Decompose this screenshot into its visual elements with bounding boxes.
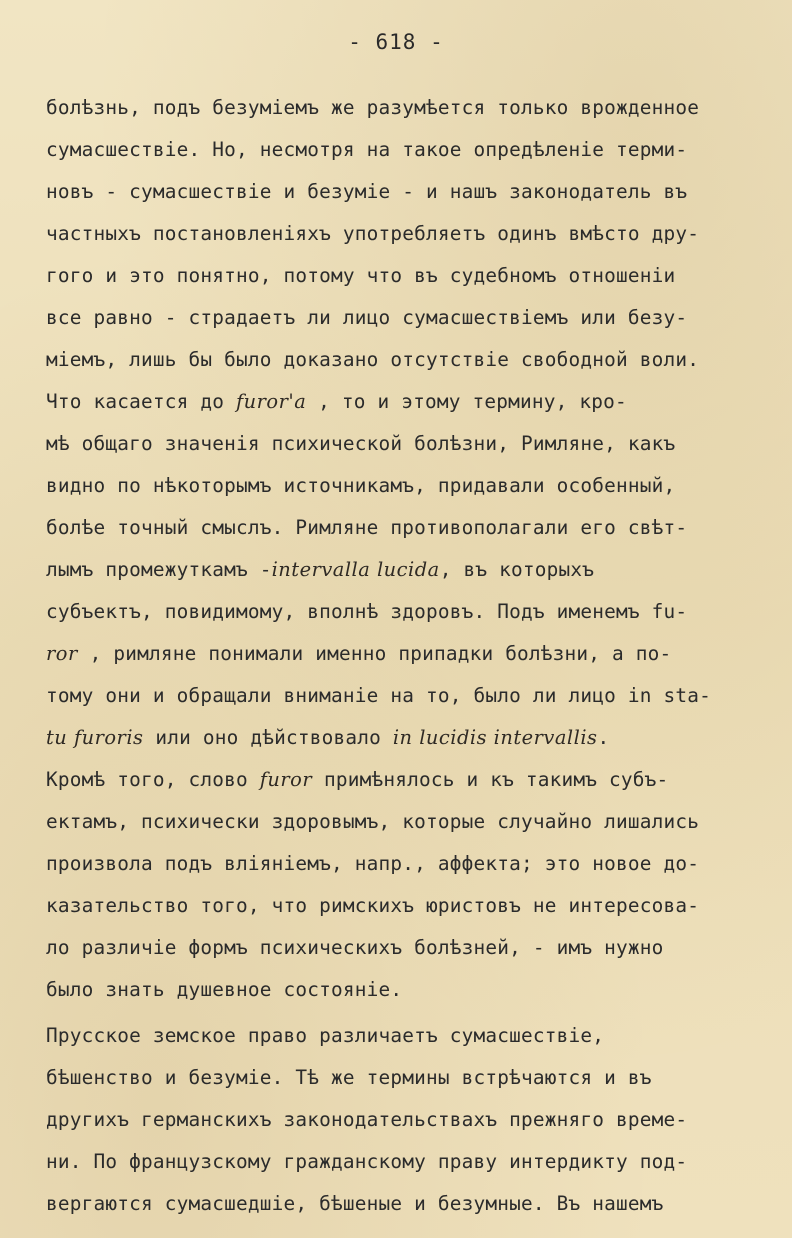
text-line: новъ - сумасшествіе и безуміе - и нашъ законодатель въ bbox=[46, 180, 688, 203]
text-line: видно по нѣкоторымъ источникамъ, придавали особенный, bbox=[46, 474, 676, 497]
text-line: Кромѣ того, слово furor примѣнялось и къ такимъ субъ- bbox=[46, 768, 669, 791]
text-line: произвола подъ вліяніемъ, напр., аффекта; это новое до- bbox=[46, 852, 700, 875]
text-line: казательство того, что римскихъ юристовъ не интересова- bbox=[46, 894, 700, 917]
handwritten-insert: furor'a bbox=[236, 390, 307, 413]
handwritten-insert: ror bbox=[46, 642, 78, 665]
text-line: было знать душевное состояніе. bbox=[46, 978, 403, 1001]
text-line: міемъ, лишь бы было доказано отсутствіе свободной воли. bbox=[46, 348, 700, 371]
handwritten-insert: furor bbox=[259, 768, 313, 791]
text-line: ни. По французскому гражданскому праву интердикту под- bbox=[46, 1150, 688, 1173]
text-line: гого и это понятно, потому что въ судебномъ отношеніи bbox=[46, 264, 676, 287]
text-line: бѣшенство и безуміе. Тѣ же термины встрѣчаются и въ bbox=[46, 1066, 652, 1089]
text-line: ектамъ, психически здоровымъ, которые случайно лишались bbox=[46, 810, 700, 833]
text-line: субъектъ, повидимому, вполнѣ здоровъ. Подъ именемъ fu- bbox=[46, 600, 688, 623]
handwritten-insert: in lucidis intervallis bbox=[392, 726, 598, 749]
text-line: все равно - страдаетъ ли лицо сумасшествіемъ или безу- bbox=[46, 306, 688, 329]
handwritten-insert: intervalla lucida bbox=[271, 558, 440, 581]
text-line: ror , римляне понимали именно припадки болѣзни, а по- bbox=[46, 642, 672, 665]
page-number: - 618 - bbox=[348, 30, 444, 54]
text-line: сумасшествіе. Но, несмотря на такое опредѣленіе терми- bbox=[46, 138, 688, 161]
text-line: лымъ промежуткамъ -intervalla lucida, въ которыхъ bbox=[46, 558, 595, 581]
text-line: частныхъ постановленіяхъ употребляетъ одинъ вмѣсто дру- bbox=[46, 222, 700, 245]
text-line: ло различіе формъ психическихъ болѣзней, - имъ нужно bbox=[46, 936, 664, 959]
text-line: мѣ общаго значенія психической болѣзни, Римляне, какъ bbox=[46, 432, 676, 455]
text-line: tu furoris или оно дѣйствовало in lucidis intervallis. bbox=[46, 726, 610, 749]
text-line: другихъ германскихъ законодательствахъ прежняго време- bbox=[46, 1108, 688, 1131]
handwritten-insert: tu furoris bbox=[46, 726, 144, 749]
text-line: болѣзнь, подъ безуміемъ же разумѣется только врожденное bbox=[46, 96, 700, 119]
text-line: вергаются сумасшедшіе, бѣшеные и безумные. Въ нашемъ bbox=[46, 1192, 664, 1215]
text-line: болѣе точный смыслъ. Римляне противополагали его свѣт- bbox=[46, 516, 688, 539]
text-line: тому они и обращали вниманіе на то, было ли лицо in sta- bbox=[46, 684, 711, 707]
text-line: Прусское земское право различаетъ сумасшествіе, bbox=[46, 1024, 605, 1047]
text-line: Что касается до furor'a , то и этому термину, кро- bbox=[46, 390, 627, 413]
